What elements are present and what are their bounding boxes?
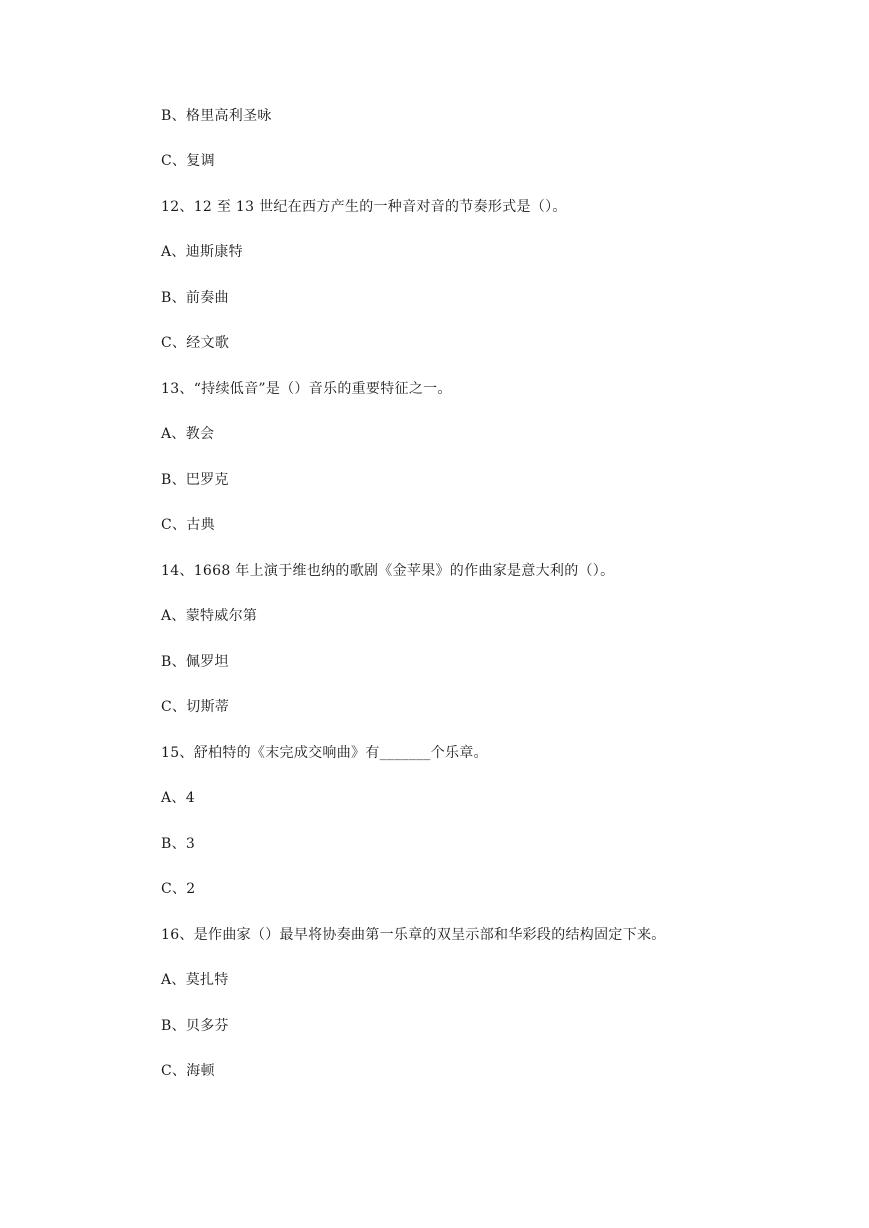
q16-option-a: A、莫扎特 [161,972,229,988]
q15-option-b: B、3 [161,836,196,852]
question-12: 12、12 至 13 世纪在西方产生的一种音对音的节奏形式是（）。 [161,199,567,215]
q13-option-a: A、教会 [161,426,215,442]
q12-option-b: B、前奏曲 [161,290,229,306]
q15-option-a: A、4 [161,790,195,806]
q15-option-c: C、2 [161,881,196,897]
q12-option-c: C、经文歌 [161,335,230,351]
q13-option-b: B、巴罗克 [161,472,229,488]
q14-option-c: C、切斯蒂 [161,699,230,715]
question-16: 16、是作曲家（）最早将协奏曲第一乐章的双呈示部和华彩段的结构固定下来。 [161,927,666,943]
question-14: 14、1668 年上演于维也纳的歌剧《金苹果》的作曲家是意大利的（）。 [161,563,615,579]
question-15: 15、舒柏特的《末完成交响曲》有_______个乐章。 [161,745,488,761]
q14-option-b: B、佩罗坦 [161,654,229,670]
q14-option-a: A、蒙特威尔第 [161,608,258,624]
question-13: 13、“持续低音”是（）音乐的重要特征之一。 [161,381,452,397]
q16-option-c: C、海顿 [161,1063,215,1079]
q16-option-b: B、贝多芬 [161,1018,229,1034]
q12-option-a: A、迪斯康特 [161,244,243,260]
q13-option-c: C、古典 [161,517,215,533]
q11-option-b: B、格里高利圣咏 [161,108,272,124]
q11-option-c: C、复调 [161,153,215,169]
